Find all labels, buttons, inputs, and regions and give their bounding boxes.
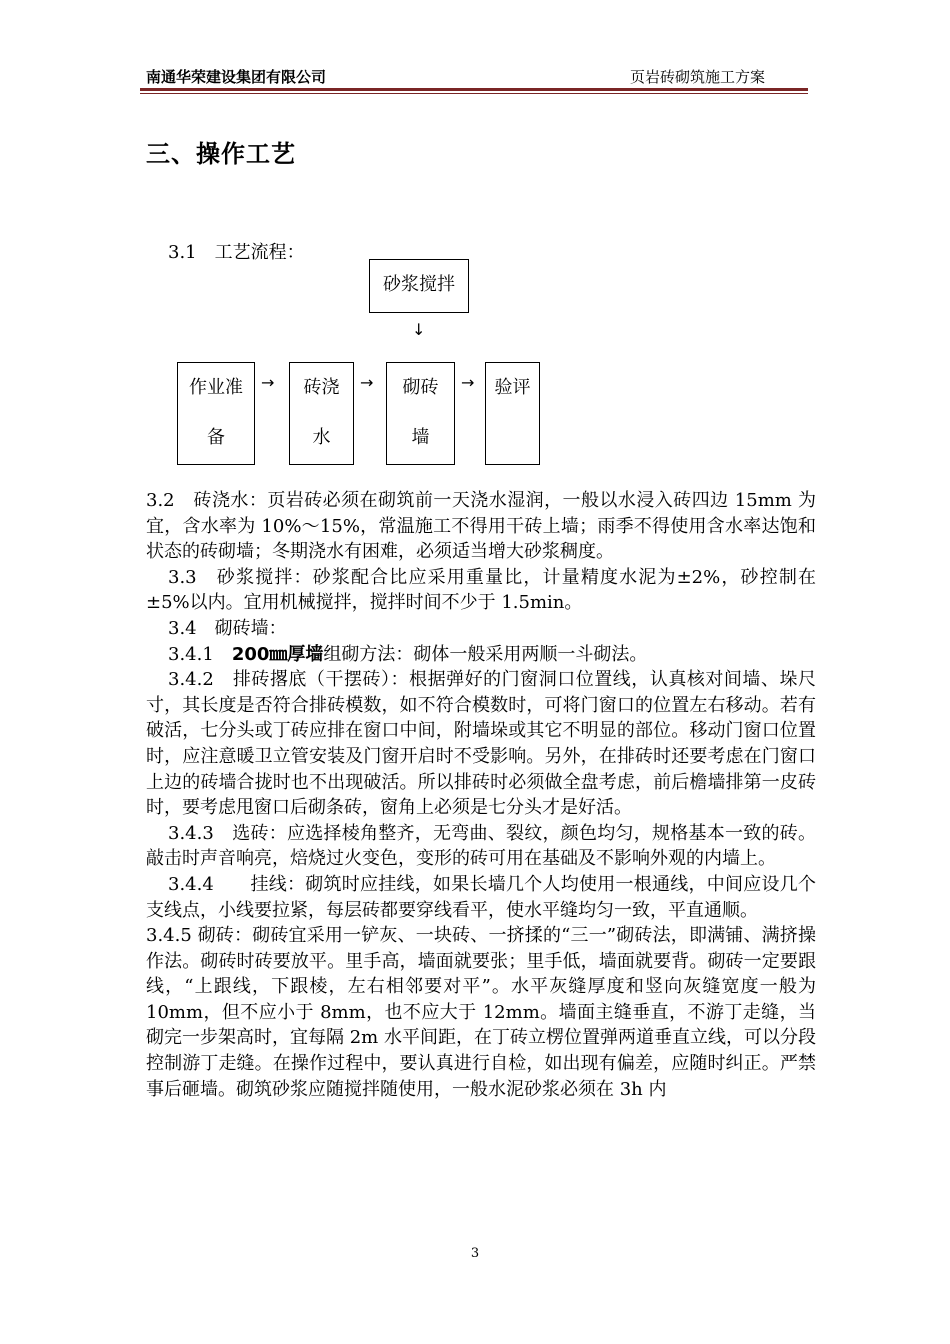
flow-box-line-1: 砌砖 <box>402 377 439 398</box>
header-rule-thick <box>140 88 808 91</box>
flow-box-step-4 <box>485 362 540 465</box>
paragraph-3-4-5: 3.4.5 砌砖：砌砖宜采用一铲灰、一块砖、一挤揉的“三一”砌砖法，即满铺、满挤操作法。砌砖时砖要放平。里手高，墙面就要张；里手低，墙面就要背。砌砖一定要跟线，“上跟线，下跟棱，左右相邻要对平”。水平灰缝厚度和竖向灰缝宽度一般为 10mm，但不应小于 8mm，也不应大于 12mm。墙面主缝垂直，不游丁走缝，当砌完一步架高时，宜每隔 2m 水平间距，在丁砖立楞位置弹两道垂直立线，可以分段控制游丁走缝。在操作过程中，要认真进行自检，如出现有偏差，应随时纠正。严禁事后砸墙。砌筑砂浆应随搅拌随使用，一般水泥砂浆必须在 3h 内 <box>146 925 816 1100</box>
right-arrow-icon: → <box>461 373 475 392</box>
paragraph-3-4-2: 3.4.2 排砖撂底（干摆砖）：根据弹好的门窗洞口位置线，认真核对间墙、垛尺寸，其长度是否符合排砖模数，如不符合模数时，可将门窗口的位置左右移动。若有破活，七分头或丁砖应排在窗口中间，附墙垛或其它不明显的部位。移动门窗口位置时，应注意暖卫立管安装及门窗开启时不受影响。另外，在排砖时还要考虑在门窗口上边的砖墙合拢时也不出现破活。所以排砖时必须做全盘考虑，前后檐墙排第一皮砖时，要考虑甩窗口后砌条砖，窗角上必须是七分头才是好活。 <box>146 669 816 819</box>
flow-box-line-1: 验评 <box>494 377 531 398</box>
flow-box-mortar-mixing <box>369 259 469 313</box>
flow-box-step-2 <box>289 362 354 465</box>
header-rule-thin <box>140 93 808 94</box>
paragraph-3-3: 3.3 砂浆搅拌：砂浆配合比应采用重量比，计量精度水泥为±2%，砂控制在±5%以内。宜用机械搅拌，搅拌时间不少于 1.5min。 <box>146 566 816 614</box>
paragraph-3-4-4: 3.4.4 挂线：砌筑时应挂线，如果长墙几个人均使用一根通线，中间应设几个支线点，小线要拉紧，每层砖都要穿线看平，使水平缝均匀一致，平直通顺。 <box>146 873 816 921</box>
right-arrow-icon: → <box>360 373 374 392</box>
section-title: 三、操作工艺 <box>146 140 296 168</box>
paragraph-number: 3.4.1 <box>168 643 232 665</box>
flow-box-label: 砂浆搅拌 <box>383 274 455 295</box>
flow-label: 3.1 工艺流程： <box>168 242 305 263</box>
flow-box-step-1 <box>177 362 255 465</box>
down-arrow-icon: ↓ <box>412 320 426 339</box>
flow-box-line-2: 墙 <box>411 427 430 448</box>
document-title: 页岩砖砌筑施工方案 <box>629 68 765 86</box>
flow-box-step-3 <box>386 362 455 465</box>
paragraph-3-4: 3.4 砌砖墙： <box>168 617 287 639</box>
flow-box-line-2: 水 <box>312 427 331 448</box>
paragraph-body: 组砌方法：砌体一般采用两顺一斗砌法。 <box>323 643 648 665</box>
flow-box-line-1: 作业准 <box>189 377 243 398</box>
paragraph-3-2: 3.2 砖浇水：页岩砖必须在砌筑前一天浇水湿润，一般以水浸入砖四边 15mm 为宜，含水率为 10%～15%，常温施工不得用干砖上墙；雨季不得使用含水率达饱和状态的砖砌墙；冬期浇水有困难，必须适当增大砂浆稠度。 <box>146 490 816 563</box>
paragraph-3-4-1 <box>146 642 816 668</box>
right-arrow-icon: → <box>261 373 275 392</box>
body-text <box>146 488 816 1102</box>
flow-box-line-2: 备 <box>207 427 225 448</box>
paragraph-3-4-3: 3.4.3 选砖：应选择棱角整齐，无弯曲、裂纹，颜色均匀，规格基本一致的砖。敲击时声音响亮，焙烧过火变色，变形的砖可用在基础及不影响外观的内墙上。 <box>146 822 816 870</box>
company-name: 南通华荣建设集团有限公司 <box>146 68 327 86</box>
bold-term: 200㎜厚墙 <box>231 643 324 665</box>
flow-box-line-1: 砖浇 <box>303 377 340 398</box>
page-number: 3 <box>470 1246 480 1261</box>
